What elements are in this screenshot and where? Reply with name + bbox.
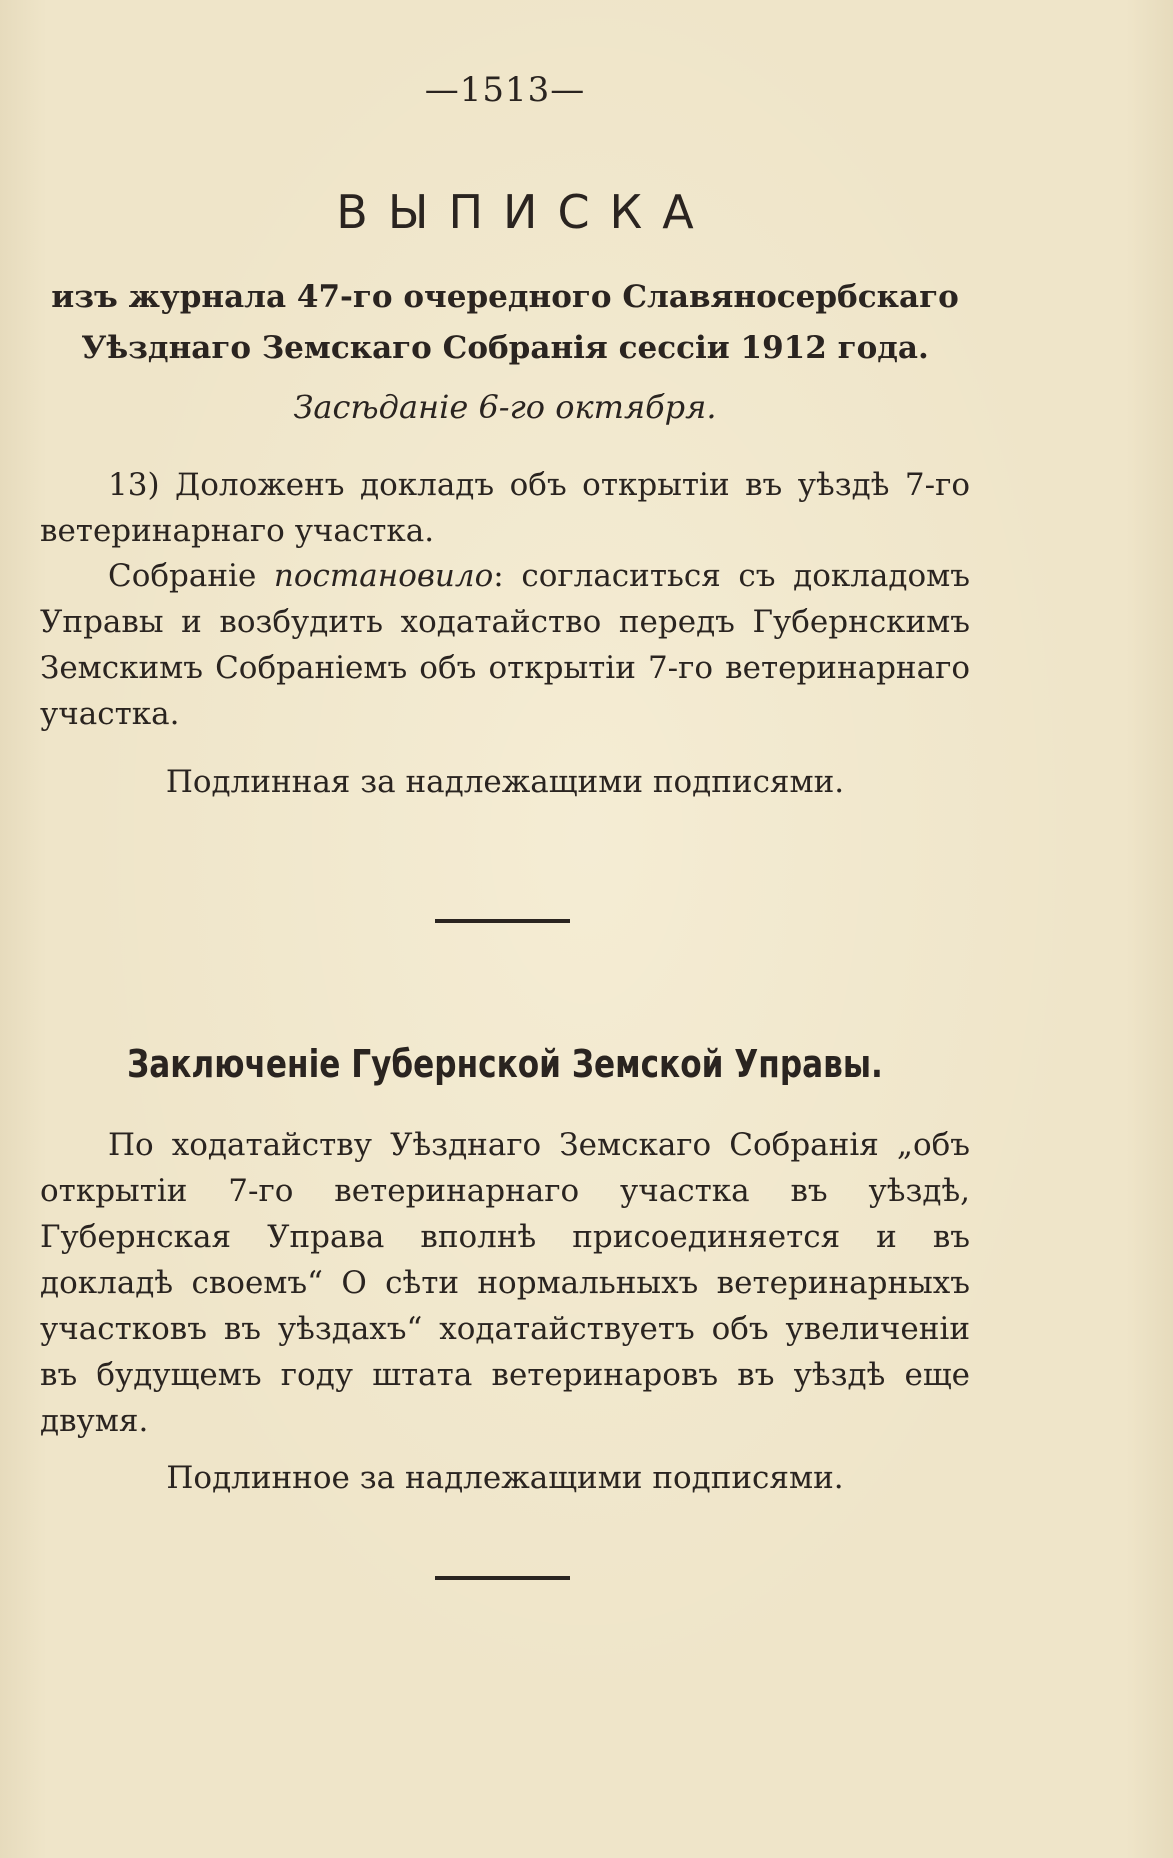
item-13-paragraph: 13) Доложенъ докладъ объ открытіи въ уѣздѣ 7-го ветеринарнаго участка. (40, 467, 970, 549)
signature-note-1: Подлинная за надлежащими подписями. (165, 764, 845, 800)
document-title: ВЫПИСКА (336, 185, 714, 239)
resolution-paragraph (40, 553, 970, 737)
section-divider-2 (435, 1576, 570, 1580)
section-divider-1 (435, 919, 570, 923)
page-number: —1513— (424, 70, 586, 110)
resolution-emphasis: постановило (273, 558, 494, 594)
resolution-lead: Собраніе (108, 558, 274, 594)
resolution-text: : согласиться съ докладомъ Управы и возбудить ходатайство передъ Губернскимъ Земскимъ Собраніемъ объ открытіи 7-го ветеринарнаго участка. (40, 558, 970, 732)
session-date: Засѣданіе 6-го октября. (293, 388, 717, 426)
conclusion-paragraph: По ходатайству Уѣзднаго Земскаго Собранія „объ открытіи 7-го ветеринарнаго участка въ уѣздѣ, Губернская Управа вполнѣ присоединяется и въ докладѣ своемъ“ О сѣти нормальныхъ ветеринарныхъ участковъ въ уѣздахъ“ ходатайствуетъ объ увеличеніи въ будущемъ году штата ветеринаровъ въ уѣздѣ еще двумя. (40, 1127, 970, 1439)
section-title: Заключеніе Губернской Земской Управы. (127, 1042, 883, 1086)
signature-note-2: Подлинное за надлежащими подписями. (166, 1460, 844, 1496)
document-subtitle: изъ журнала 47-го очередного Славяносербскаго Уѣзднаго Земскаго Собранія сессіи 1912 года. (51, 279, 959, 366)
